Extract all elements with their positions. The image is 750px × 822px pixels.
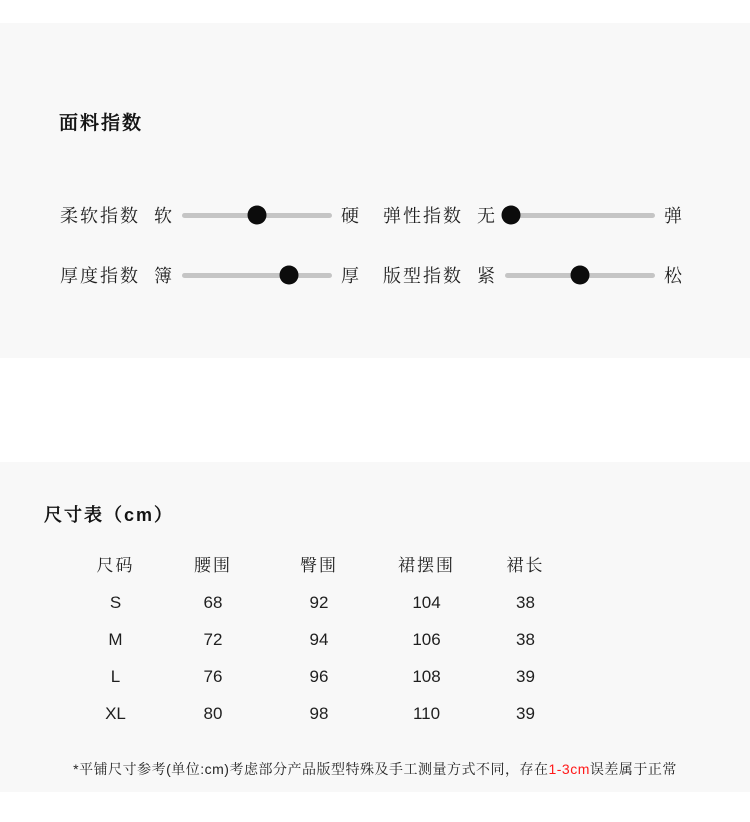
slider-max-label: 硬 [341,206,359,226]
size-table-cell: 98 [309,704,329,723]
slider-track [182,213,332,218]
size-table-cell: 38 [516,630,535,649]
size-table [68,547,573,732]
size-table-row [68,621,573,658]
size-table-body [68,584,573,732]
size-table-cell: 39 [516,667,535,686]
size-table-cell: S [109,593,122,612]
slider-label: 柔软指数 [60,206,140,226]
size-column-header: 裙长 [506,556,545,575]
slider-min-label: 紧 [477,266,495,286]
size-table-cell: 72 [203,630,223,649]
size-table-cell: 76 [203,667,223,686]
size-table-cell: L [110,667,121,686]
size-table-row [68,695,573,732]
size-table-row [68,658,573,695]
size-note-tolerance: 1-3cm [548,761,590,777]
slider-min-label: 无 [477,206,495,226]
size-table-head-row [68,547,573,584]
size-column-header: 臀围 [300,556,338,575]
size-chart-title: 尺寸表（cm） [44,505,175,525]
size-table-cell: 39 [516,704,535,723]
size-table-cell: XL [105,704,126,723]
size-table-cell: M [108,630,123,649]
fabric-slider-thickness [60,263,359,287]
size-note-suffix: 误差属于正常 [589,761,677,777]
size-table-cell: 108 [412,667,441,686]
slider-track [182,273,332,278]
slider-dot [279,266,298,285]
slider-max-label: 厚 [341,266,359,286]
slider-max-label: 松 [664,266,682,286]
size-table-cell: 104 [412,593,441,612]
fabric-slider-fit [383,263,682,287]
size-table-cell: 94 [309,630,329,649]
slider-min-label: 软 [154,206,172,226]
size-table-cell: 38 [516,593,535,612]
slider-max-label: 弹 [664,206,682,226]
size-table-row [68,584,573,621]
size-note [0,759,750,779]
fabric-slider-softness [60,203,359,227]
slider-min-label: 簿 [154,266,172,286]
size-table-cell: 110 [412,704,441,723]
size-table-cell: 92 [309,593,329,612]
fabric-index-title: 面料指数 [59,113,144,134]
size-column-header: 尺码 [96,556,135,575]
slider-track [505,213,655,218]
fabric-index-section [0,23,750,358]
slider-dot [571,266,590,285]
slider-track [505,273,655,278]
size-table-cell: 80 [203,704,223,723]
slider-dot [502,206,521,225]
slider-label: 版型指数 [383,266,463,286]
size-note-text: *平铺尺寸参考(单位:cm)考虑部分产品版型特殊及手工测量方式不同，存在 [73,761,549,777]
slider-label: 厚度指数 [60,266,140,286]
size-chart-section [0,462,750,792]
size-column-header: 腰围 [194,556,232,575]
fabric-slider-elasticity [383,203,682,227]
size-table-cell: 106 [412,630,441,649]
size-column-header: 裙摆围 [398,556,455,575]
size-table-cell: 96 [309,667,329,686]
slider-dot [248,206,267,225]
slider-label: 弹性指数 [383,206,463,226]
size-table-cell: 68 [203,593,223,612]
